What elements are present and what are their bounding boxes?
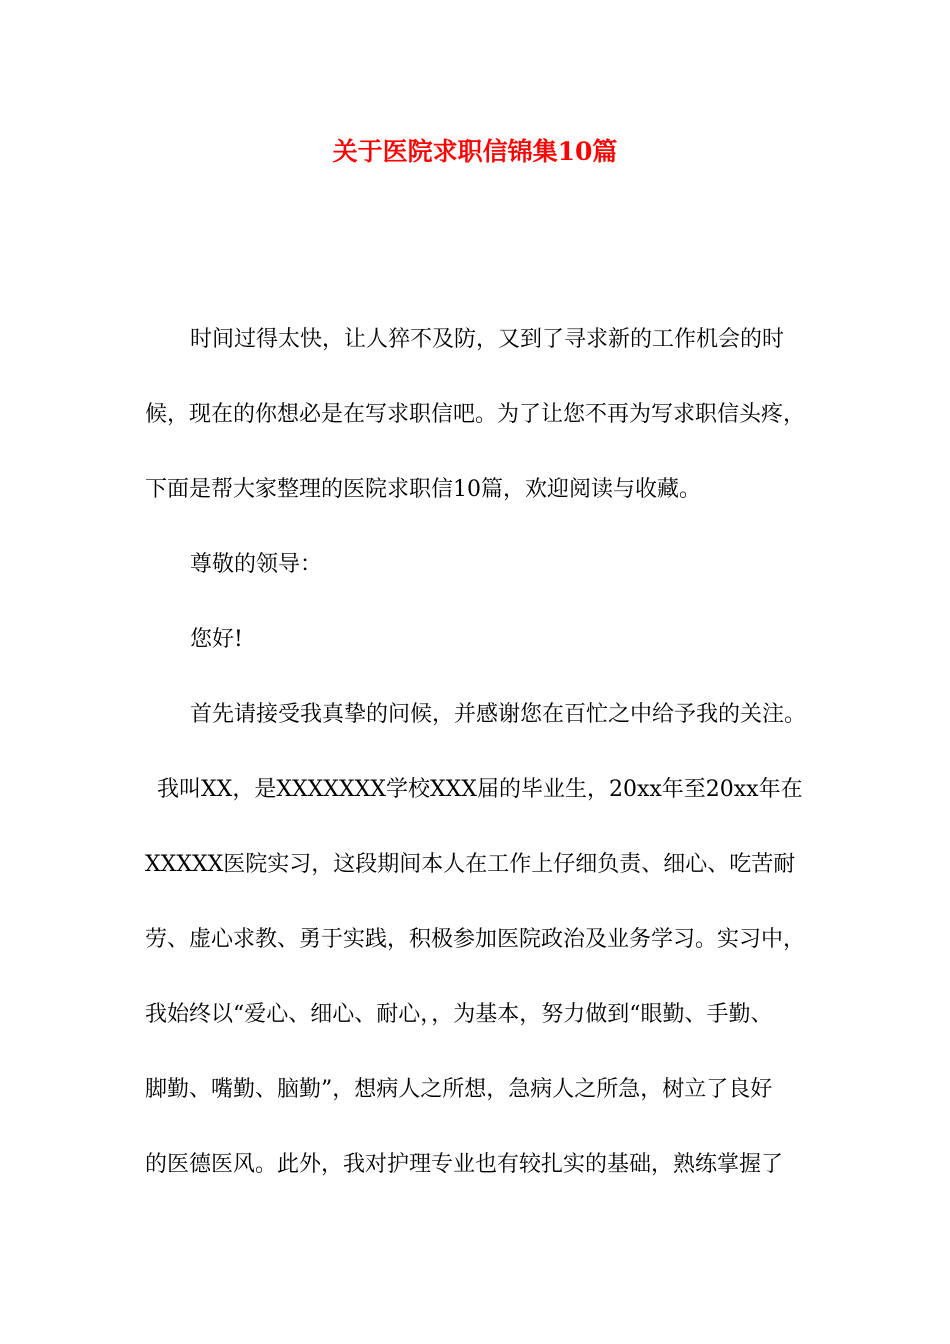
paragraph-line-1: 时间过得太快，让人猝不及防，又到了寻求新的工作机会的时 bbox=[190, 327, 785, 352]
paragraph-line-2: 候，现在的你想必是在写求职信吧。为了让您不再为写求职信头疼， bbox=[145, 402, 806, 427]
paragraph-line-3: 下面是帮大家整理的医院求职信10篇，欢迎阅读与收藏。 bbox=[145, 477, 701, 502]
paragraph-line-9: 脚勤、嘴勤、脑勤”，想病人之所想，急病人之所急，树立了良好 bbox=[145, 1077, 773, 1102]
document-title: 关于医院求职信锦集10篇 bbox=[332, 137, 618, 166]
paragraph-line-5: 我叫XX，是XXXXXXX学校XXX届的毕业生，20xx年至20xx年在 bbox=[157, 777, 803, 802]
greeting-line: 您好! bbox=[190, 627, 243, 652]
paragraph-line-4: 首先请接受我真挚的问候，并感谢您在百忙之中给予我的关注。 bbox=[190, 702, 807, 727]
salutation-line: 尊敬的领导： bbox=[190, 552, 323, 577]
paragraph-line-6: XXXXX医院实习，这段期间本人在工作上仔细负责、细心、吃苦耐 bbox=[145, 852, 796, 877]
paragraph-line-8: 我始终以“爱心、细心、耐心，，为基本，努力做到“眼勤、手勤、 bbox=[145, 1002, 773, 1027]
paragraph-line-7: 劳、虚心求教、勇于实践，积极参加医院政治及业务学习。实习中， bbox=[145, 927, 806, 952]
paragraph-line-10: 的医德医风。此外，我对护理专业也有较扎实的基础，熟练掌握了 bbox=[145, 1152, 784, 1177]
